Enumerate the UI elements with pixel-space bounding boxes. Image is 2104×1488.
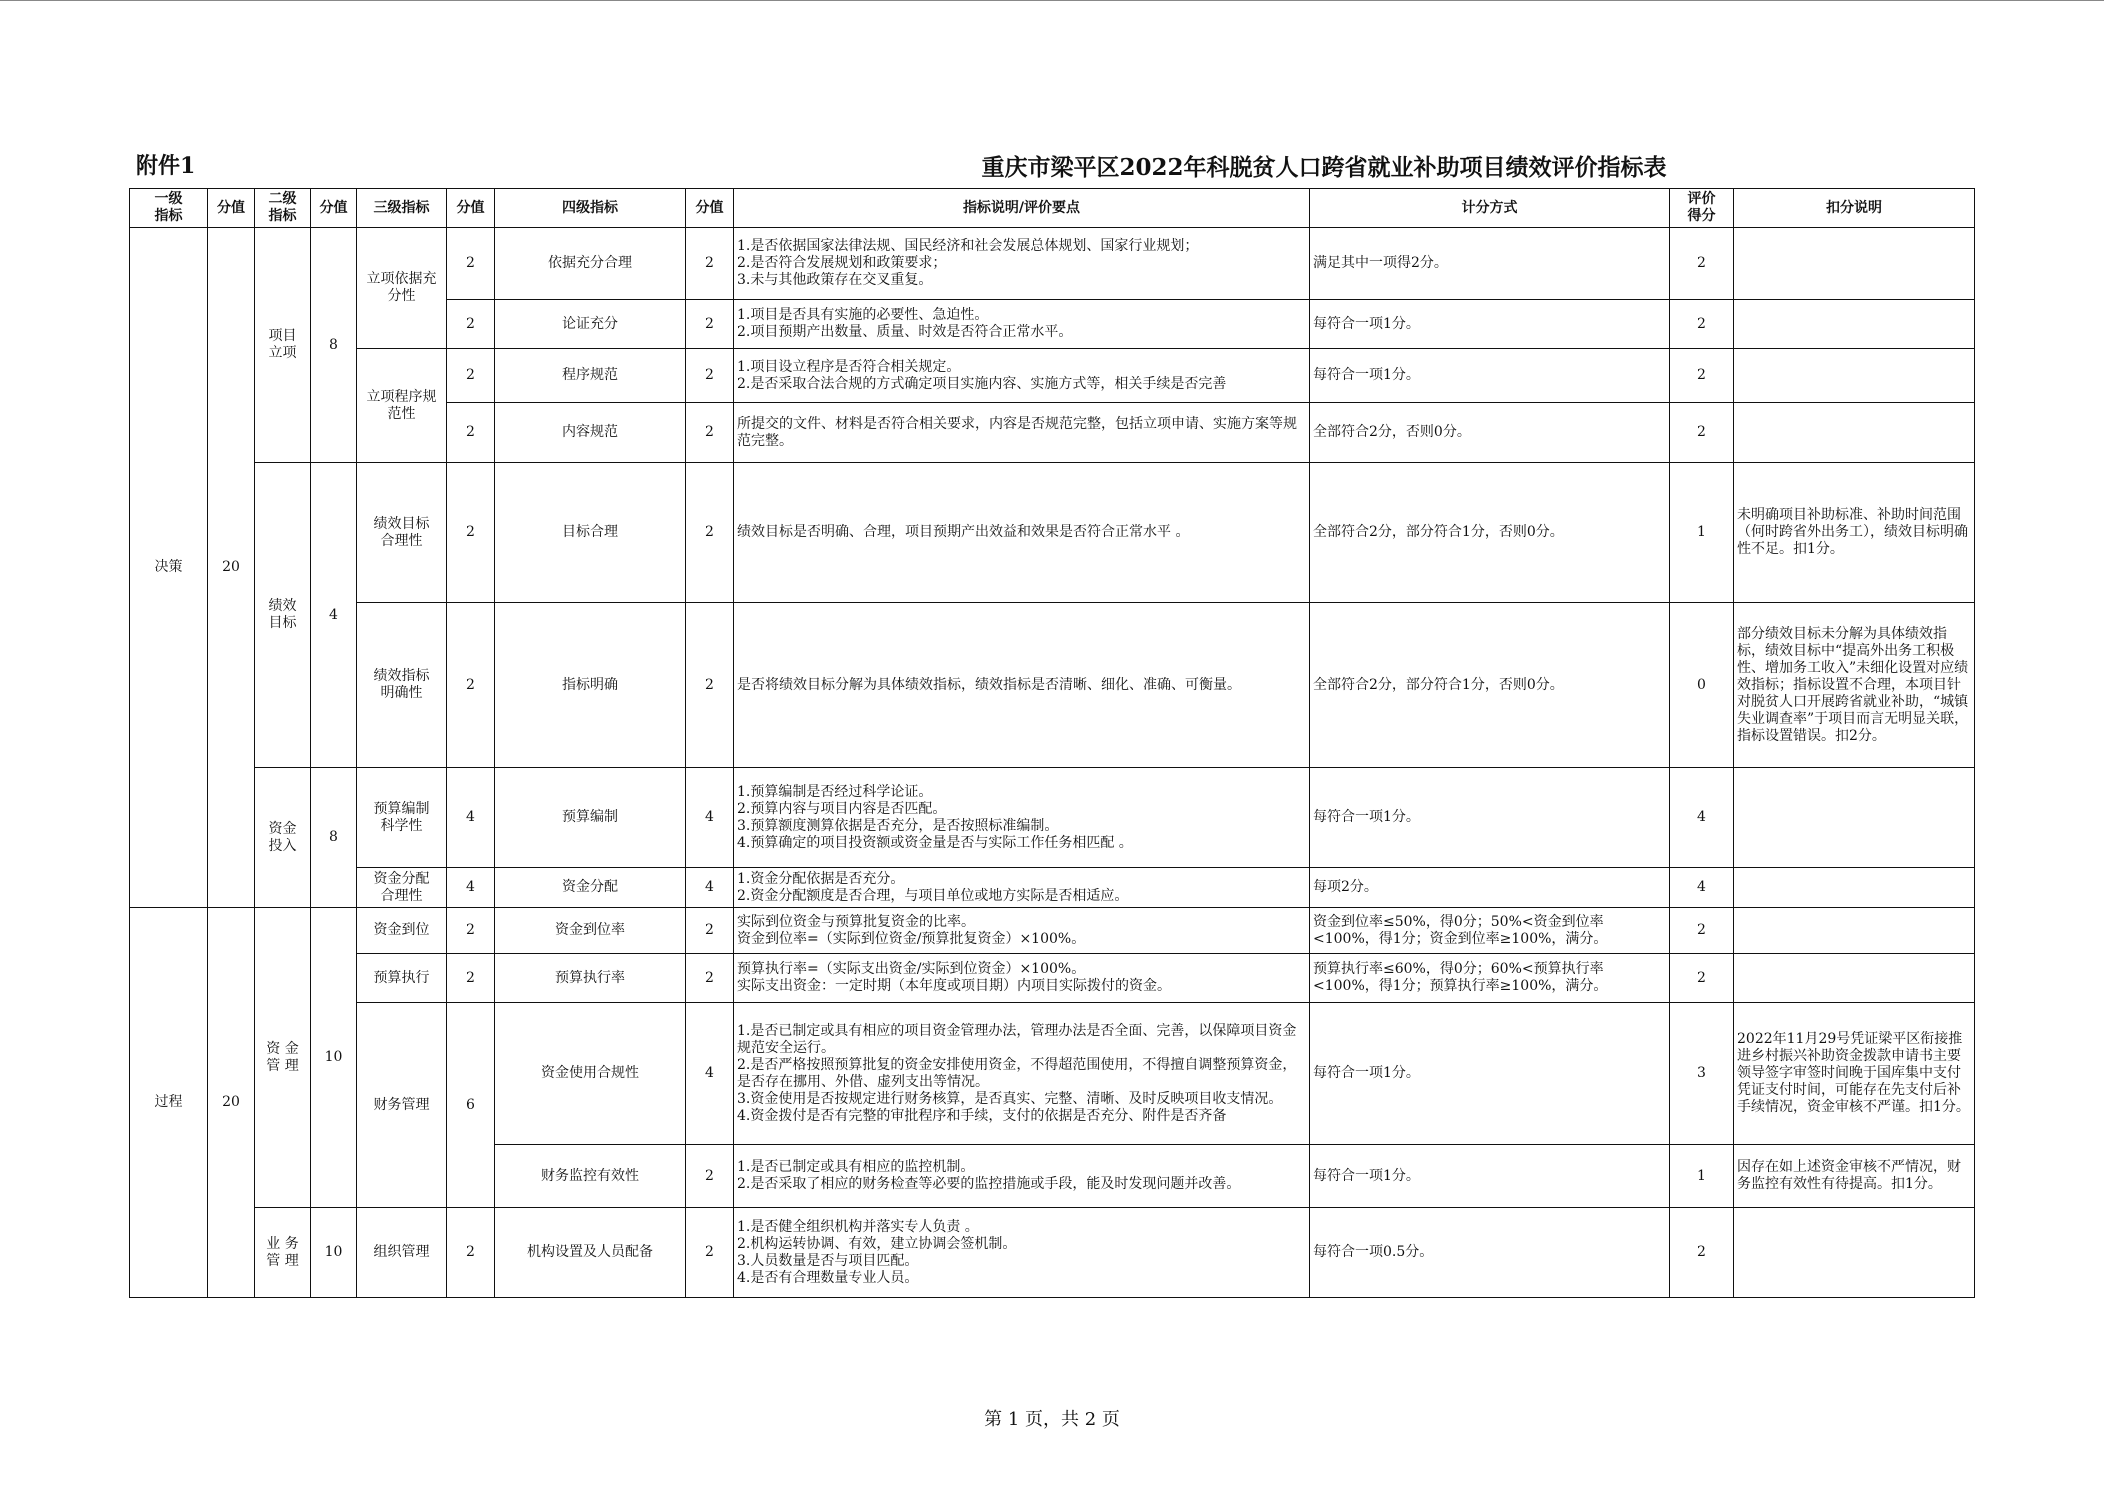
eval-score: 2 [1670,954,1734,1003]
table-row [130,1208,1975,1298]
eval-score: 2 [1670,349,1734,403]
col-header-score1: 分值 [208,189,255,228]
deduction-note [1734,349,1975,403]
evaluation-table [129,188,1975,1298]
level4-score: 2 [686,228,734,300]
table-row [130,1003,1975,1145]
description: 1.项目设立程序是否符合相关规定。 2.是否采取合法合规的方式确定项目实施内容、实施方式等，相关手续是否完善 [734,349,1310,403]
eval-score: 2 [1670,908,1734,954]
table-row [130,228,1975,300]
page-title: 重庆市梁平区2022年科脱贫人口跨省就业补助项目绩效评价指标表 [981,154,1667,181]
level2-perf-goal: 绩效 目标 [255,463,311,768]
table-row [130,463,1975,603]
level4-name: 预算编制 [495,768,686,868]
level1-decision: 决策 [130,228,208,908]
col-header-description: 指标说明/评价要点 [734,189,1310,228]
level4-name: 目标合理 [495,463,686,603]
page-number: 第 1 页，共 2 页 [984,1409,1120,1430]
scoring-method: 全部符合2分，部分符合1分，否则0分。 [1310,463,1670,603]
scoring-method: 每符合一项1分。 [1310,349,1670,403]
level3-fin-mgmt: 财务管理 [357,1003,447,1208]
col-header-level4: 四级指标 [495,189,686,228]
attachment-label: 附件1 [136,153,196,179]
deduction-note: 2022年11月29号凭证梁平区衔接推进乡村振兴补助资金拨款申请书主要领导签字审签时间晚于国库集中支付凭证支付时间，可能存在先支付后补手续情况，资金审核不严谨。扣1分。 [1734,1003,1975,1145]
level3-fin-mgmt-score: 6 [447,1003,495,1208]
level4-name: 指标明确 [495,603,686,768]
scoring-method: 满足其中一项得2分。 [1310,228,1670,300]
eval-score: 4 [1670,768,1734,868]
deduction-note [1734,1208,1975,1298]
level4-name: 资金使用合规性 [495,1003,686,1145]
level4-score: 2 [686,403,734,463]
eval-score: 1 [1670,463,1734,603]
description: 1.预算编制是否经过科学论证。 2.预算内容与项目内容是否匹配。 3.预算额度测算依据是否充分，是否按照标准编制。 4.预算确定的项目投资额或资金量是否与实际工作任务相匹配 。 [734,768,1310,868]
col-header-score2: 分值 [311,189,357,228]
level3-goal-reasonable: 绩效目标 合理性 [357,463,447,603]
scoring-method: 全部符合2分，部分符合1分，否则0分。 [1310,603,1670,768]
deduction-note: 部分绩效目标未分解为具体绩效指标，绩效目标中“提高外出务工积极性、增加务工收入”未细化设置对应绩效指标；指标设置不合理，本项目针对脱贫人口开展跨省就业补助，“城镇失业调查率”于项目而言无明显关联，指标设置错误。扣2分。 [1734,603,1975,768]
description: 绩效目标是否明确、合理，项目预期产出效益和效果是否符合正常水平 。 [734,463,1310,603]
level4-score: 4 [686,868,734,908]
deduction-note: 未明确项目补助标准、补助时间范围（何时跨省外出务工），绩效目标明确性不足。扣1分。 [1734,463,1975,603]
table-row [130,954,1975,1003]
level4-name: 程序规范 [495,349,686,403]
scoring-method: 每符合一项1分。 [1310,300,1670,349]
level3-score: 4 [447,768,495,868]
level3-score: 2 [447,228,495,300]
level2-project-setup-score: 8 [311,228,357,463]
col-header-score4: 分值 [686,189,734,228]
description: 所提交的文件、材料是否符合相关要求，内容是否规范完整，包括立项申请、实施方案等规范完整。 [734,403,1310,463]
col-header-method: 计分方式 [1310,189,1670,228]
level2-perf-goal-score: 4 [311,463,357,768]
level1-process-score: 20 [208,908,255,1298]
deduction-note [1734,228,1975,300]
level3-fund-arrival: 资金到位 [357,908,447,954]
level3-score: 2 [447,403,495,463]
level3-goal-clear: 绩效指标 明确性 [357,603,447,768]
scoring-method: 每符合一项1分。 [1310,768,1670,868]
table-row [130,603,1975,768]
description: 1.项目是否具有实施的必要性、急迫性。 2.项目预期产出数量、质量、时效是否符合正常水平。 [734,300,1310,349]
eval-score: 1 [1670,1145,1734,1208]
scoring-method: 预算执行率≤60%，得0分；60%<预算执行率<100%，得1分；预算执行率≥100%，满分。 [1310,954,1670,1003]
level3-procedure: 立项程序规 范性 [357,349,447,463]
scoring-method: 每符合一项1分。 [1310,1145,1670,1208]
level4-name: 财务监控有效性 [495,1145,686,1208]
eval-score: 2 [1670,300,1734,349]
level3-score: 2 [447,1208,495,1298]
eval-score: 4 [1670,868,1734,908]
level4-score: 4 [686,768,734,868]
level3-budget-sci: 预算编制 科学性 [357,768,447,868]
header-row [130,189,1975,228]
level2-fund-input: 资金 投入 [255,768,311,908]
level2-project-setup: 项目 立项 [255,228,311,463]
deduction-note [1734,868,1975,908]
description: 实际到位资金与预算批复资金的比率。 资金到位率=（实际到位资金/预算批复资金）×100%。 [734,908,1310,954]
level4-score: 2 [686,908,734,954]
level4-score: 2 [686,603,734,768]
level1-decision-score: 20 [208,228,255,908]
level3-fund-alloc: 资金分配 合理性 [357,868,447,908]
table-row [130,868,1975,908]
col-header-level2: 二级 指标 [255,189,311,228]
col-header-eval-score: 评价 得分 [1670,189,1734,228]
deduction-note: 因存在如上述资金审核不严情况，财务监控有效性有待提高。扣1分。 [1734,1145,1975,1208]
level4-name: 机构设置及人员配备 [495,1208,686,1298]
level2-fund-mgmt: 资 金 管 理 [255,908,311,1208]
col-header-deduction: 扣分说明 [1734,189,1975,228]
table-row [130,768,1975,868]
scoring-method: 每符合一项1分。 [1310,1003,1670,1145]
col-header-score3: 分值 [447,189,495,228]
eval-score: 0 [1670,603,1734,768]
scoring-method: 全部符合2分，否则0分。 [1310,403,1670,463]
top-border-line [0,0,2104,1]
level4-score: 2 [686,1208,734,1298]
level3-score: 2 [447,463,495,603]
level4-name: 内容规范 [495,403,686,463]
description: 1.是否依据国家法律法规、国民经济和社会发展总体规划、国家行业规划； 2.是否符合发展规划和政策要求； 3.未与其他政策存在交叉重复。 [734,228,1310,300]
level3-score: 2 [447,349,495,403]
level2-fund-input-score: 8 [311,768,357,908]
deduction-note [1734,908,1975,954]
eval-score: 2 [1670,228,1734,300]
level4-name: 论证充分 [495,300,686,349]
level1-process: 过程 [130,908,208,1298]
level4-score: 4 [686,1003,734,1145]
level4-name: 预算执行率 [495,954,686,1003]
deduction-note [1734,403,1975,463]
table-row [130,349,1975,403]
level4-score: 2 [686,463,734,603]
level4-score: 2 [686,954,734,1003]
scoring-method: 资金到位率≤50%，得0分；50%<资金到位率<100%，得1分；资金到位率≥100%，满分。 [1310,908,1670,954]
level4-score: 2 [686,300,734,349]
level4-score: 2 [686,1145,734,1208]
eval-score: 2 [1670,403,1734,463]
level2-biz-mgmt-score: 10 [311,1208,357,1298]
level4-name: 资金到位率 [495,908,686,954]
level3-score: 2 [447,603,495,768]
level3-org-mgmt: 组织管理 [357,1208,447,1298]
col-header-level1: 一级 指标 [130,189,208,228]
description: 预算执行率=（实际支出资金/实际到位资金）×100%。 实际支出资金：一定时期（本年度或项目期）内项目实际拨付的资金。 [734,954,1310,1003]
level3-budget-exec: 预算执行 [357,954,447,1003]
level4-name: 依据充分合理 [495,228,686,300]
scoring-method: 每项2分。 [1310,868,1670,908]
level4-score: 2 [686,349,734,403]
deduction-note [1734,768,1975,868]
col-header-level3: 三级指标 [357,189,447,228]
deduction-note [1734,300,1975,349]
eval-score: 3 [1670,1003,1734,1145]
level3-score: 2 [447,300,495,349]
level3-score: 2 [447,954,495,1003]
deduction-note [1734,954,1975,1003]
table-row [130,908,1975,954]
level4-name: 资金分配 [495,868,686,908]
description: 1.是否健全组织机构并落实专人负责 。 2.机构运转协调、有效，建立协调会签机制。 3.人员数量是否与项目匹配。 4.是否有合理数量专业人员。 [734,1208,1310,1298]
level3-score: 2 [447,908,495,954]
level2-biz-mgmt: 业 务 管 理 [255,1208,311,1298]
level3-score: 4 [447,868,495,908]
description: 1.资金分配依据是否充分。 2.资金分配额度是否合理，与项目单位或地方实际是否相适应。 [734,868,1310,908]
level2-fund-mgmt-score: 10 [311,908,357,1208]
level3-basis: 立项依据充 分性 [357,228,447,349]
scoring-method: 每符合一项0.5分。 [1310,1208,1670,1298]
eval-score: 2 [1670,1208,1734,1298]
description: 是否将绩效目标分解为具体绩效指标，绩效指标是否清晰、细化、准确、可衡量。 [734,603,1310,768]
description: 1.是否已制定或具有相应的项目资金管理办法，管理办法是否全面、完善，以保障项目资金规范安全运行。 2.是否严格按照预算批复的资金安排使用资金，不得超范围使用，不得擅自调整预算资金，是否存在挪用、外借、虚列支出等情况。 3.资金使用是否按规定进行财务核算，是否真实、完整、清晰、及时反映项目收支情况。 4.资金拨付是否有完整的审批程序和手续，支付的依据是否充分、附件是否齐备 [734,1003,1310,1145]
description: 1.是否已制定或具有相应的监控机制。 2.是否采取了相应的财务检查等必要的监控措施或手段，能及时发现问题并改善。 [734,1145,1310,1208]
